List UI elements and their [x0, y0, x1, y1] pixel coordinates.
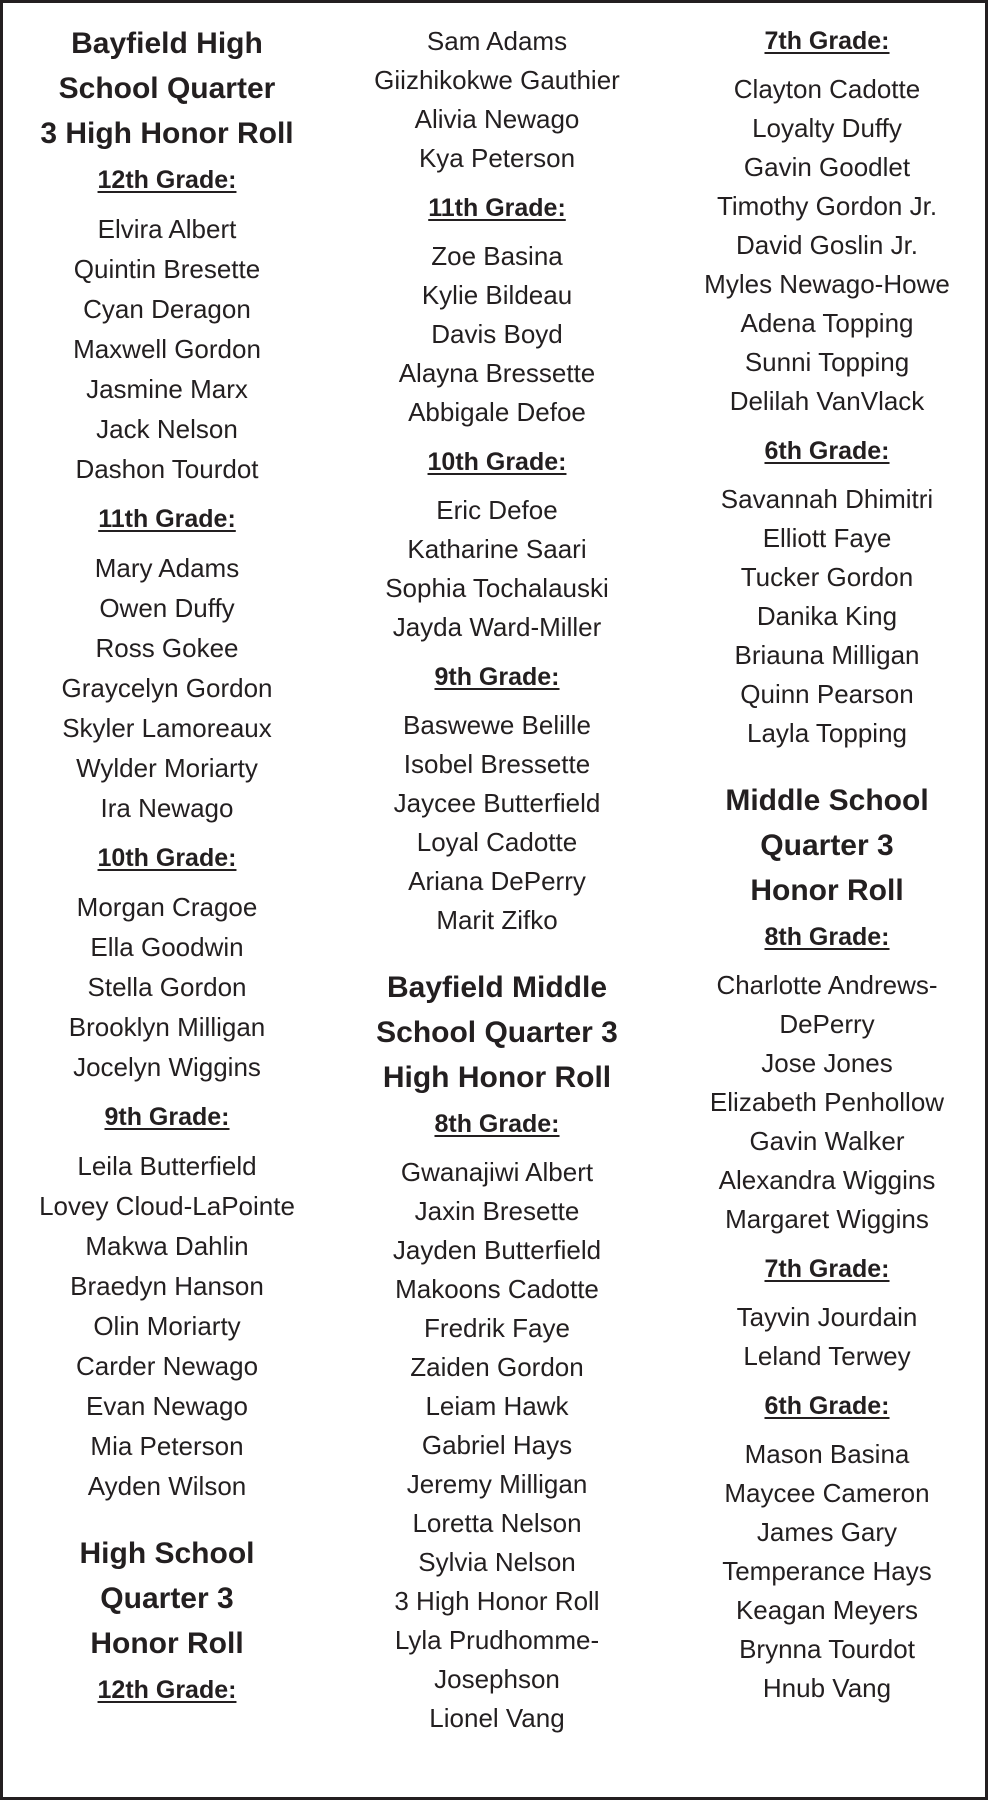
student-name: Zaiden Gordon — [410, 1352, 584, 1382]
student-name: Carder Newago — [75, 1351, 259, 1381]
student-name: Sylvia Nelson — [418, 1547, 576, 1577]
grade-heading: 9th Grade: — [434, 663, 560, 691]
student-name: Ira Newago — [100, 793, 234, 823]
student-name: Layla Topping — [747, 718, 907, 748]
student-list — [393, 1153, 601, 1738]
student-name: Davis Boyd — [431, 319, 563, 349]
student-list — [722, 1435, 932, 1708]
student-name: Hnub Vang — [762, 1673, 892, 1703]
grade-heading: 6th Grade: — [764, 437, 890, 465]
student-name: Clayton Cadotte — [733, 74, 921, 104]
student-name: Skyler Lamoreaux — [62, 713, 272, 743]
student-name: Charlotte Andrews- — [716, 970, 938, 1000]
student-name: Isobel Bressette — [403, 749, 591, 779]
column-3 — [677, 3, 977, 1797]
student-name: Kylie Bildeau — [421, 280, 573, 310]
student-name: Leland Terwey — [743, 1341, 911, 1371]
student-name: Owen Duffy — [99, 593, 235, 623]
student-name: Sunni Topping — [744, 347, 910, 377]
section-title: Bayfield Middle School Quarter 3 High Honor Roll — [376, 971, 618, 1094]
grade-heading: 12th Grade: — [97, 166, 237, 194]
student-list — [39, 1146, 295, 1506]
student-list — [62, 548, 273, 828]
student-name: Myles Newago-Howe — [704, 269, 950, 299]
student-name: Jose Jones — [761, 1048, 893, 1078]
grade-heading: 6th Grade: — [764, 1392, 890, 1420]
student-name: Jocelyn Wiggins — [73, 1052, 261, 1082]
student-name: Fredrik Faye — [424, 1313, 570, 1343]
student-name: Ross Gokee — [95, 633, 239, 663]
student-name: Zoe Basina — [431, 241, 563, 271]
section-title: Middle School Quarter 3 Honor Roll — [725, 784, 929, 907]
student-name: Graycelyn Gordon — [61, 673, 273, 703]
student-name: Leiam Hawk — [425, 1391, 569, 1421]
student-list — [394, 706, 601, 940]
student-name: 3 High Honor Roll — [394, 1586, 600, 1616]
grade-heading: 7th Grade: — [764, 1255, 890, 1283]
student-name: DePerry — [779, 1009, 875, 1039]
student-name: Katharine Saari — [407, 534, 587, 564]
student-name: Wylder Moriarty — [76, 753, 258, 783]
student-name: Timothy Gordon Jr. — [716, 191, 938, 221]
student-name: Briauna Milligan — [734, 640, 920, 670]
student-name: Maycee Cameron — [724, 1478, 930, 1508]
column-1 — [17, 3, 317, 1797]
student-name: Gavin Walker — [749, 1126, 905, 1156]
student-name: Temperance Hays — [722, 1556, 932, 1586]
grade-heading: 9th Grade: — [104, 1103, 230, 1131]
student-name: Jayda Ward-Miller — [392, 612, 602, 642]
student-name: Keagan Meyers — [735, 1595, 919, 1625]
grade-heading: 12th Grade: — [97, 1676, 237, 1704]
student-name: Lyla Prudhomme- — [394, 1625, 600, 1655]
student-name: Cyan Deragon — [83, 294, 251, 324]
student-name: Loyal Cadotte — [416, 827, 578, 857]
student-name: Makoons Cadotte — [395, 1274, 599, 1304]
student-name: Jeremy Milligan — [406, 1469, 588, 1499]
student-name: Quinn Pearson — [740, 679, 914, 709]
student-name: Mason Basina — [744, 1439, 910, 1469]
student-name: Alivia Newago — [414, 104, 580, 134]
student-name: Sophia Tochalauski — [385, 573, 609, 603]
student-name: Alexandra Wiggins — [718, 1165, 936, 1195]
student-name: Brooklyn Milligan — [68, 1012, 266, 1042]
student-name: Josephson — [434, 1664, 560, 1694]
student-name: Gavin Goodlet — [743, 152, 911, 182]
student-name: Morgan Cragoe — [76, 892, 258, 922]
student-list — [710, 966, 944, 1239]
student-name: Alayna Bressette — [398, 358, 596, 388]
student-name: Tucker Gordon — [740, 562, 914, 592]
student-name: Eric Defoe — [436, 495, 558, 525]
student-name: Ella Goodwin — [90, 932, 244, 962]
student-name: Elliott Faye — [762, 523, 892, 553]
student-name: Loretta Nelson — [412, 1508, 582, 1538]
student-list — [721, 480, 933, 753]
student-name: Adena Topping — [740, 308, 914, 338]
section-title: High School Quarter 3 Honor Roll — [79, 1537, 255, 1660]
student-name: Giizhikokwe Gauthier — [374, 65, 620, 95]
student-name: Gwanajiwi Albert — [400, 1157, 594, 1187]
student-name: Lionel Vang — [429, 1703, 565, 1733]
student-name: Jasmine Marx — [86, 374, 248, 404]
student-name: Margaret Wiggins — [725, 1204, 929, 1234]
student-name: Kya Peterson — [418, 143, 576, 173]
student-name: Jack Nelson — [96, 414, 238, 444]
student-name: Leila Butterfield — [77, 1151, 257, 1181]
grade-heading: 10th Grade: — [427, 448, 567, 476]
grade-heading: 11th Grade: — [428, 194, 566, 222]
grade-heading: 8th Grade: — [434, 1110, 560, 1138]
student-name: Loyalty Duffy — [752, 113, 902, 143]
student-name: Makwa Dahlin — [85, 1231, 249, 1261]
student-name: Stella Gordon — [87, 972, 247, 1002]
student-name: Elizabeth Penhollow — [709, 1087, 945, 1117]
student-list — [704, 70, 950, 421]
student-list — [69, 887, 266, 1087]
student-name: Ariana DePerry — [408, 866, 586, 896]
student-name: Jaxin Bresette — [414, 1196, 580, 1226]
student-name: Danika King — [756, 601, 898, 631]
student-name: Delilah VanVlack — [729, 386, 925, 416]
student-name: Elvira Albert — [97, 214, 237, 244]
student-name: Ayden Wilson — [87, 1471, 247, 1501]
student-name: Sam Adams — [426, 26, 568, 56]
student-name: Baswewe Belille — [403, 710, 591, 740]
column-2 — [345, 3, 649, 1797]
student-list — [73, 209, 261, 489]
student-name: Maxwell Gordon — [73, 334, 261, 364]
student-name: Jaycee Butterfield — [393, 788, 601, 818]
student-list — [385, 491, 609, 647]
student-name: Brynna Tourdot — [739, 1634, 915, 1664]
student-name: Savannah Dhimitri — [720, 484, 934, 514]
section-title: Bayfield High School Quarter 3 High Honor Roll — [40, 27, 294, 150]
student-name: David Goslin Jr. — [735, 230, 919, 260]
grade-heading: 10th Grade: — [97, 844, 237, 872]
student-list — [374, 22, 620, 178]
student-name: Mary Adams — [94, 553, 240, 583]
student-name: Jayden Butterfield — [392, 1235, 602, 1265]
student-name: Abbigale Defoe — [408, 397, 586, 427]
student-name: Lovey Cloud-LaPointe — [39, 1191, 295, 1221]
student-list — [399, 237, 596, 432]
student-name: Evan Newago — [86, 1391, 248, 1421]
student-name: James Gary — [756, 1517, 898, 1547]
student-name: Mia Peterson — [90, 1431, 244, 1461]
grade-heading: 7th Grade: — [764, 27, 890, 55]
student-name: Olin Moriarty — [93, 1311, 241, 1341]
student-name: Dashon Tourdot — [75, 454, 259, 484]
student-name: Braedyn Hanson — [70, 1271, 264, 1301]
student-name: Marit Zifko — [436, 905, 558, 935]
student-name: Gabriel Hays — [421, 1430, 573, 1460]
student-list — [737, 1298, 918, 1376]
grade-heading: 8th Grade: — [764, 923, 890, 951]
student-name: Tayvin Jourdain — [736, 1302, 918, 1332]
grade-heading: 11th Grade: — [98, 505, 236, 533]
student-name: Quintin Bresette — [73, 254, 261, 284]
